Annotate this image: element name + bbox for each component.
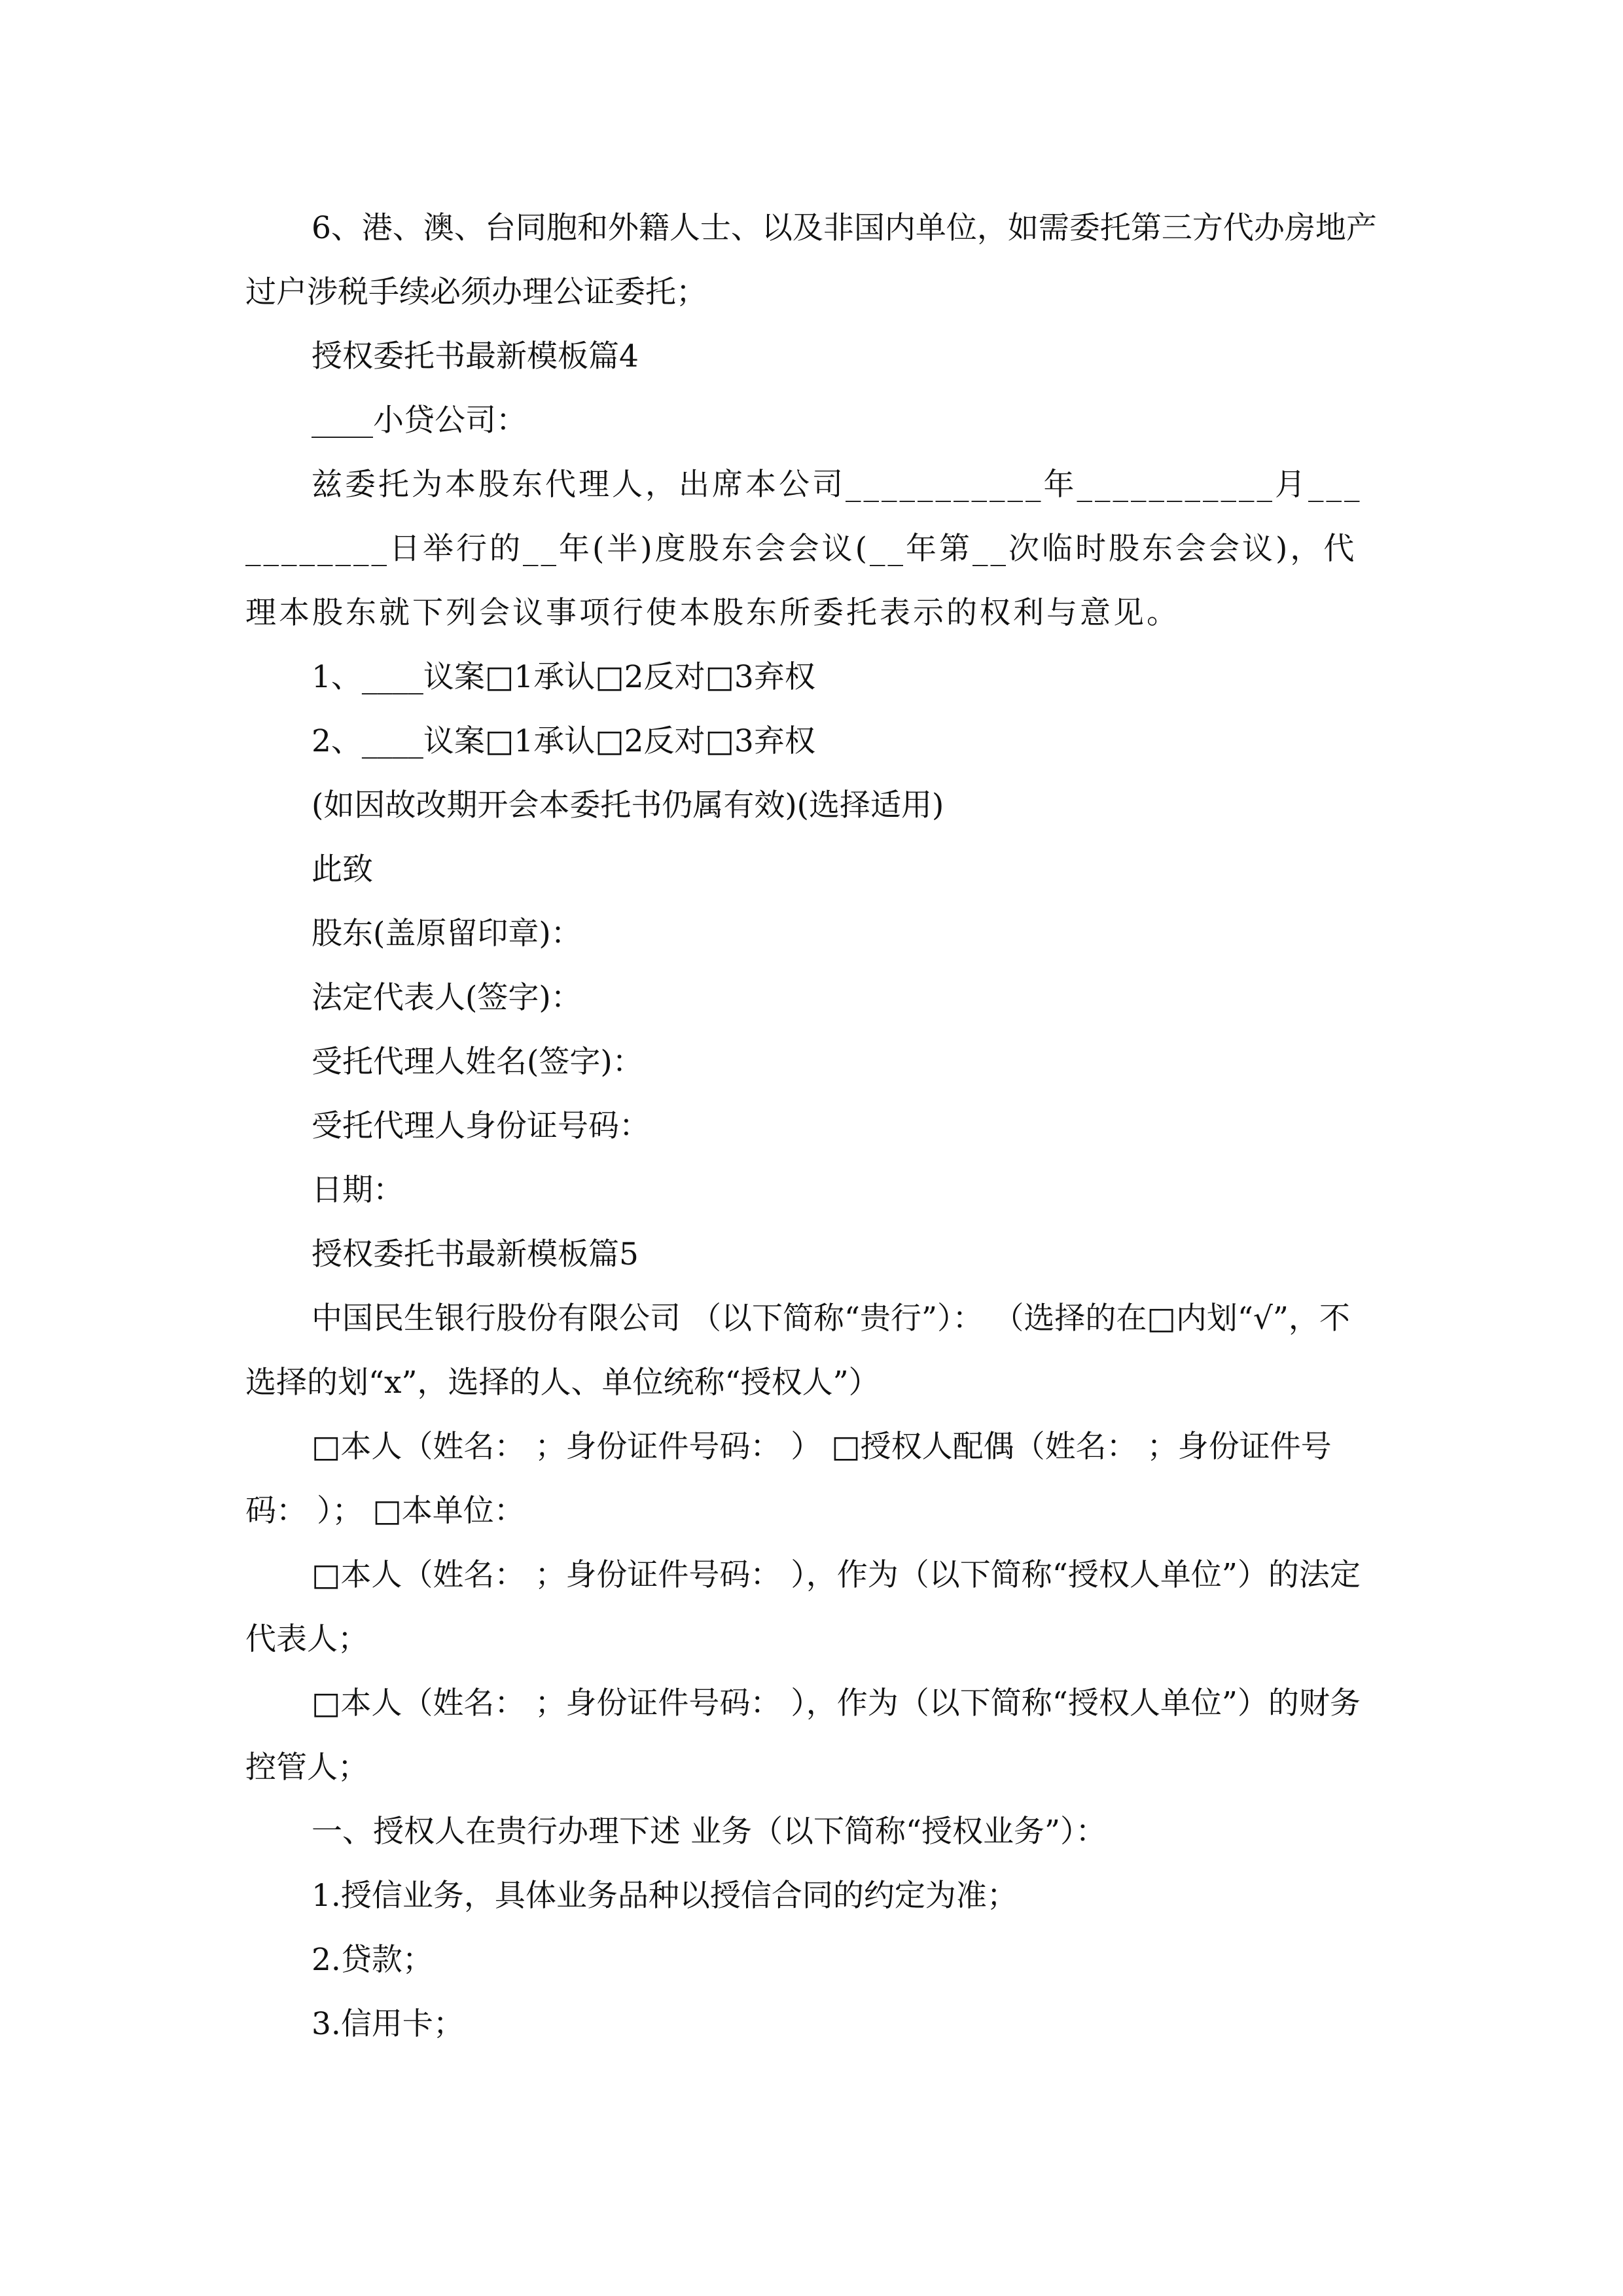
paragraph-entrustment: 兹委托为本股东代理人，出席本公司___________年___________月___________日举行的__年(半)度股东会会议(__年第__次临时股东会会议)，代理本股东就下列会议事项行使本股东所委托表示的权利与意见。 xyxy=(245,467,1363,631)
section-heading-template-5: 授权委托书最新模板篇5 xyxy=(312,1236,639,1272)
legal-representative-line: 法定代表人(签字)： xyxy=(312,980,582,1016)
agent-name-line: 受托代理人姓名(签字)： xyxy=(312,1044,643,1080)
business-item-loan: 2.贷款； xyxy=(312,1942,433,1978)
section-heading-template-4: 授权委托书最新模板篇4 xyxy=(312,338,639,374)
motion-item-2: 2、____议案□1承认□2反对□3弃权 xyxy=(312,723,815,759)
agent-id-line: 受托代理人身份证号码： xyxy=(312,1108,650,1144)
business-item-credit: 1.授信业务，具体业务品种以授信合同的约定为准； xyxy=(312,1878,1018,1914)
shareholder-seal-line: 股东(盖原留印章)： xyxy=(312,916,582,952)
finance-controller-option-paragraph: □本人（姓名： ；身份证件号码： ），作为（以下简称“授权人单位”）的财务控管人； xyxy=(245,1685,1361,1785)
validity-note: (如因故改期开会本委托书仍属有效)(选择适用) xyxy=(312,787,944,823)
document-body xyxy=(245,196,1378,2056)
business-item-credit-card: 3.信用卡； xyxy=(312,2006,464,2042)
authorized-business-heading: 一、授权人在贵行办理下述 业务（以下简称“授权业务”）： xyxy=(312,1814,1107,1850)
authorizer-options-paragraph: □本人（姓名： ；身份证件号码： ） □授权人配偶（姓名： ；身份证件号码： ）； □本单位： xyxy=(245,1429,1332,1529)
closing-salutation: 此致 xyxy=(312,852,373,888)
paragraph-notice-6: 6、港、澳、台同胞和外籍人士、以及非国内单位，如需委托第三方代办房地产过户涉税手续必须办理公证委托； xyxy=(245,210,1377,310)
motion-item-1: 1、____议案□1承认□2反对□3弃权 xyxy=(312,659,815,695)
legal-rep-option-paragraph: □本人（姓名： ；身份证件号码： ），作为（以下简称“授权人单位”）的法定代表人； xyxy=(245,1557,1361,1657)
bank-addressee-paragraph: 中国民生银行股份有限公司 （以下简称“贵行”）： （选择的在□内划“√”，不选择的划“x”，选择的人、单位统称“授权人”） xyxy=(245,1300,1350,1401)
addressee-line: ____小贷公司： xyxy=(312,403,527,439)
date-line: 日期： xyxy=(312,1172,404,1208)
